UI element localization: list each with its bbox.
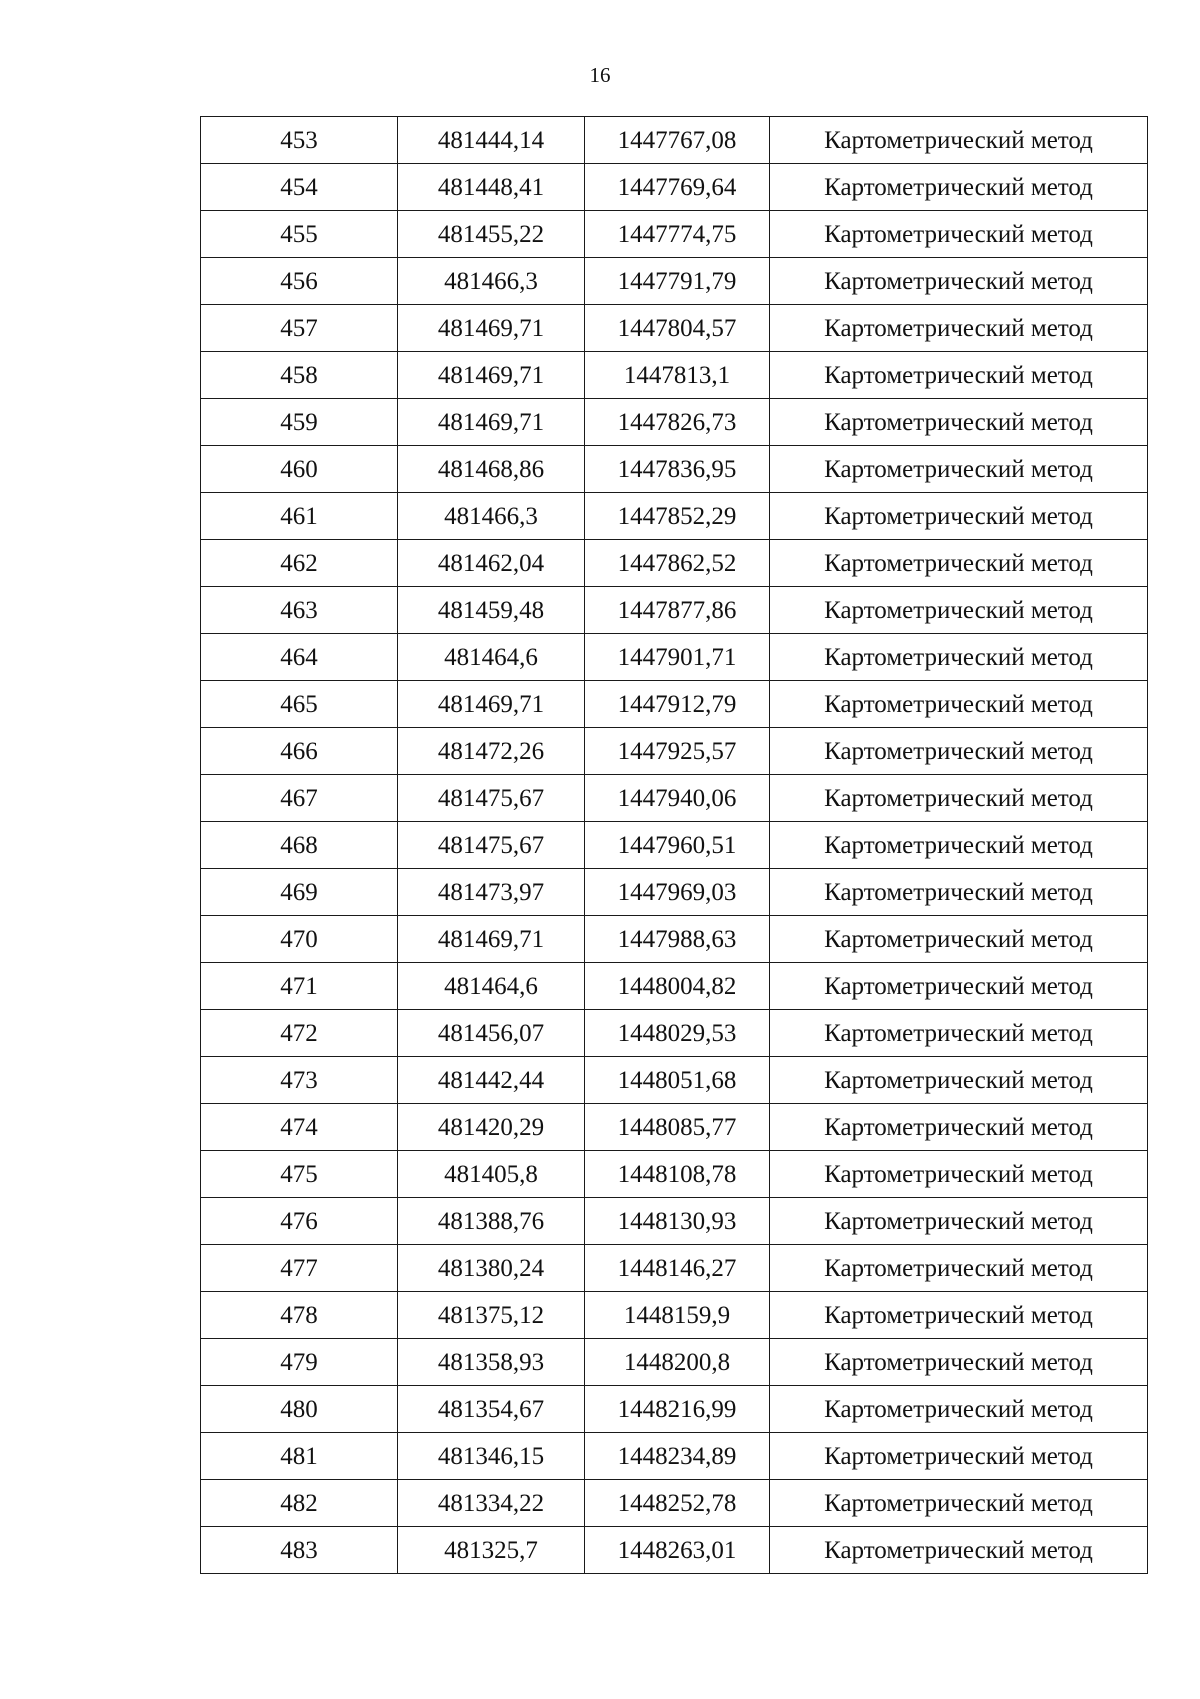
- point-number-cell: 470: [201, 916, 398, 963]
- y-coordinate-cell: 1447774,75: [585, 211, 770, 258]
- x-coordinate-cell: 481475,67: [398, 775, 585, 822]
- table-row: [201, 493, 1148, 540]
- x-coordinate-cell: 481442,44: [398, 1057, 585, 1104]
- table-row: [201, 1339, 1148, 1386]
- point-number-cell: 466: [201, 728, 398, 775]
- method-cell: Картометрический метод: [770, 258, 1148, 305]
- y-coordinate-cell: 1447925,57: [585, 728, 770, 775]
- method-cell: Картометрический метод: [770, 1245, 1148, 1292]
- method-cell: Картометрический метод: [770, 728, 1148, 775]
- x-coordinate-cell: 481475,67: [398, 822, 585, 869]
- table-row: [201, 540, 1148, 587]
- method-cell: Картометрический метод: [770, 1104, 1148, 1151]
- method-cell: Картометрический метод: [770, 1480, 1148, 1527]
- method-cell: Картометрический метод: [770, 1527, 1148, 1574]
- table-row: [201, 1198, 1148, 1245]
- y-coordinate-cell: 1448085,77: [585, 1104, 770, 1151]
- method-cell: Картометрический метод: [770, 117, 1148, 164]
- method-cell: Картометрический метод: [770, 352, 1148, 399]
- point-number-cell: 478: [201, 1292, 398, 1339]
- table-row: [201, 1010, 1148, 1057]
- method-cell: Картометрический метод: [770, 493, 1148, 540]
- table-row: [201, 1386, 1148, 1433]
- x-coordinate-cell: 481472,26: [398, 728, 585, 775]
- method-cell: Картометрический метод: [770, 869, 1148, 916]
- point-number-cell: 459: [201, 399, 398, 446]
- point-number-cell: 457: [201, 305, 398, 352]
- table-row: [201, 211, 1148, 258]
- table-row: [201, 775, 1148, 822]
- point-number-cell: 458: [201, 352, 398, 399]
- x-coordinate-cell: 481334,22: [398, 1480, 585, 1527]
- table-row: [201, 446, 1148, 493]
- x-coordinate-cell: 481375,12: [398, 1292, 585, 1339]
- y-coordinate-cell: 1448130,93: [585, 1198, 770, 1245]
- point-number-cell: 464: [201, 634, 398, 681]
- y-coordinate-cell: 1447813,1: [585, 352, 770, 399]
- method-cell: Картометрический метод: [770, 634, 1148, 681]
- x-coordinate-cell: 481462,04: [398, 540, 585, 587]
- y-coordinate-cell: 1447960,51: [585, 822, 770, 869]
- table-row: [201, 305, 1148, 352]
- point-number-cell: 472: [201, 1010, 398, 1057]
- method-cell: Картометрический метод: [770, 446, 1148, 493]
- x-coordinate-cell: 481405,8: [398, 1151, 585, 1198]
- table-row: [201, 258, 1148, 305]
- y-coordinate-cell: 1448051,68: [585, 1057, 770, 1104]
- y-coordinate-cell: 1447988,63: [585, 916, 770, 963]
- x-coordinate-cell: 481469,71: [398, 681, 585, 728]
- method-cell: Картометрический метод: [770, 1057, 1148, 1104]
- y-coordinate-cell: 1447877,86: [585, 587, 770, 634]
- x-coordinate-cell: 481420,29: [398, 1104, 585, 1151]
- table-row: [201, 681, 1148, 728]
- method-cell: Картометрический метод: [770, 1292, 1148, 1339]
- point-number-cell: 455: [201, 211, 398, 258]
- x-coordinate-cell: 481473,97: [398, 869, 585, 916]
- point-number-cell: 463: [201, 587, 398, 634]
- point-number-cell: 468: [201, 822, 398, 869]
- method-cell: Картометрический метод: [770, 540, 1148, 587]
- point-number-cell: 475: [201, 1151, 398, 1198]
- table-row: [201, 117, 1148, 164]
- method-cell: Картометрический метод: [770, 164, 1148, 211]
- y-coordinate-cell: 1448252,78: [585, 1480, 770, 1527]
- y-coordinate-cell: 1447901,71: [585, 634, 770, 681]
- y-coordinate-cell: 1448029,53: [585, 1010, 770, 1057]
- x-coordinate-cell: 481346,15: [398, 1433, 585, 1480]
- method-cell: Картометрический метод: [770, 1198, 1148, 1245]
- y-coordinate-cell: 1447862,52: [585, 540, 770, 587]
- method-cell: Картометрический метод: [770, 587, 1148, 634]
- y-coordinate-cell: 1448146,27: [585, 1245, 770, 1292]
- point-number-cell: 477: [201, 1245, 398, 1292]
- point-number-cell: 453: [201, 117, 398, 164]
- x-coordinate-cell: 481469,71: [398, 305, 585, 352]
- x-coordinate-cell: 481459,48: [398, 587, 585, 634]
- table-row: [201, 1151, 1148, 1198]
- table-row: [201, 1104, 1148, 1151]
- method-cell: Картометрический метод: [770, 211, 1148, 258]
- point-number-cell: 462: [201, 540, 398, 587]
- method-cell: Картометрический метод: [770, 1433, 1148, 1480]
- y-coordinate-cell: 1448263,01: [585, 1527, 770, 1574]
- y-coordinate-cell: 1447940,06: [585, 775, 770, 822]
- x-coordinate-cell: 481354,67: [398, 1386, 585, 1433]
- point-number-cell: 482: [201, 1480, 398, 1527]
- method-cell: Картометрический метод: [770, 305, 1148, 352]
- y-coordinate-cell: 1447804,57: [585, 305, 770, 352]
- x-coordinate-cell: 481464,6: [398, 634, 585, 681]
- method-cell: Картометрический метод: [770, 1010, 1148, 1057]
- point-number-cell: 474: [201, 1104, 398, 1151]
- x-coordinate-cell: 481469,71: [398, 399, 585, 446]
- y-coordinate-cell: 1447791,79: [585, 258, 770, 305]
- x-coordinate-cell: 481468,86: [398, 446, 585, 493]
- table-row: [201, 1527, 1148, 1574]
- table-row: [201, 399, 1148, 446]
- y-coordinate-cell: 1447769,64: [585, 164, 770, 211]
- point-number-cell: 469: [201, 869, 398, 916]
- y-coordinate-cell: 1448004,82: [585, 963, 770, 1010]
- point-number-cell: 483: [201, 1527, 398, 1574]
- point-number-cell: 456: [201, 258, 398, 305]
- x-coordinate-cell: 481469,71: [398, 352, 585, 399]
- table-row: [201, 164, 1148, 211]
- method-cell: Картометрический метод: [770, 1339, 1148, 1386]
- x-coordinate-cell: 481380,24: [398, 1245, 585, 1292]
- x-coordinate-cell: 481466,3: [398, 493, 585, 540]
- point-number-cell: 465: [201, 681, 398, 728]
- y-coordinate-cell: 1448108,78: [585, 1151, 770, 1198]
- method-cell: Картометрический метод: [770, 1151, 1148, 1198]
- y-coordinate-cell: 1448200,8: [585, 1339, 770, 1386]
- point-number-cell: 481: [201, 1433, 398, 1480]
- x-coordinate-cell: 481456,07: [398, 1010, 585, 1057]
- table-row: [201, 1057, 1148, 1104]
- table-row: [201, 1292, 1148, 1339]
- coordinates-table-body: [201, 117, 1148, 1574]
- table-row: [201, 869, 1148, 916]
- table-row: [201, 634, 1148, 681]
- table-row: [201, 728, 1148, 775]
- point-number-cell: 460: [201, 446, 398, 493]
- y-coordinate-cell: 1448216,99: [585, 1386, 770, 1433]
- method-cell: Картометрический метод: [770, 775, 1148, 822]
- x-coordinate-cell: 481388,76: [398, 1198, 585, 1245]
- x-coordinate-cell: 481325,7: [398, 1527, 585, 1574]
- y-coordinate-cell: 1447969,03: [585, 869, 770, 916]
- table-row: [201, 963, 1148, 1010]
- table-row: [201, 1245, 1148, 1292]
- point-number-cell: 461: [201, 493, 398, 540]
- table-row: [201, 1480, 1148, 1527]
- table-row: [201, 587, 1148, 634]
- y-coordinate-cell: 1447767,08: [585, 117, 770, 164]
- x-coordinate-cell: 481469,71: [398, 916, 585, 963]
- point-number-cell: 473: [201, 1057, 398, 1104]
- table-row: [201, 352, 1148, 399]
- y-coordinate-cell: 1447836,95: [585, 446, 770, 493]
- coordinates-table: [200, 116, 1148, 1574]
- method-cell: Картометрический метод: [770, 399, 1148, 446]
- method-cell: Картометрический метод: [770, 1386, 1148, 1433]
- table-row: [201, 1433, 1148, 1480]
- method-cell: Картометрический метод: [770, 916, 1148, 963]
- y-coordinate-cell: 1448159,9: [585, 1292, 770, 1339]
- x-coordinate-cell: 481466,3: [398, 258, 585, 305]
- point-number-cell: 454: [201, 164, 398, 211]
- point-number-cell: 471: [201, 963, 398, 1010]
- point-number-cell: 467: [201, 775, 398, 822]
- table-row: [201, 916, 1148, 963]
- x-coordinate-cell: 481448,41: [398, 164, 585, 211]
- y-coordinate-cell: 1447912,79: [585, 681, 770, 728]
- method-cell: Картометрический метод: [770, 822, 1148, 869]
- point-number-cell: 479: [201, 1339, 398, 1386]
- y-coordinate-cell: 1448234,89: [585, 1433, 770, 1480]
- y-coordinate-cell: 1447826,73: [585, 399, 770, 446]
- x-coordinate-cell: 481358,93: [398, 1339, 585, 1386]
- x-coordinate-cell: 481464,6: [398, 963, 585, 1010]
- x-coordinate-cell: 481455,22: [398, 211, 585, 258]
- method-cell: Картометрический метод: [770, 681, 1148, 728]
- table-row: [201, 822, 1148, 869]
- y-coordinate-cell: 1447852,29: [585, 493, 770, 540]
- point-number-cell: 476: [201, 1198, 398, 1245]
- method-cell: Картометрический метод: [770, 963, 1148, 1010]
- page-number: 16: [589, 63, 611, 87]
- x-coordinate-cell: 481444,14: [398, 117, 585, 164]
- point-number-cell: 480: [201, 1386, 398, 1433]
